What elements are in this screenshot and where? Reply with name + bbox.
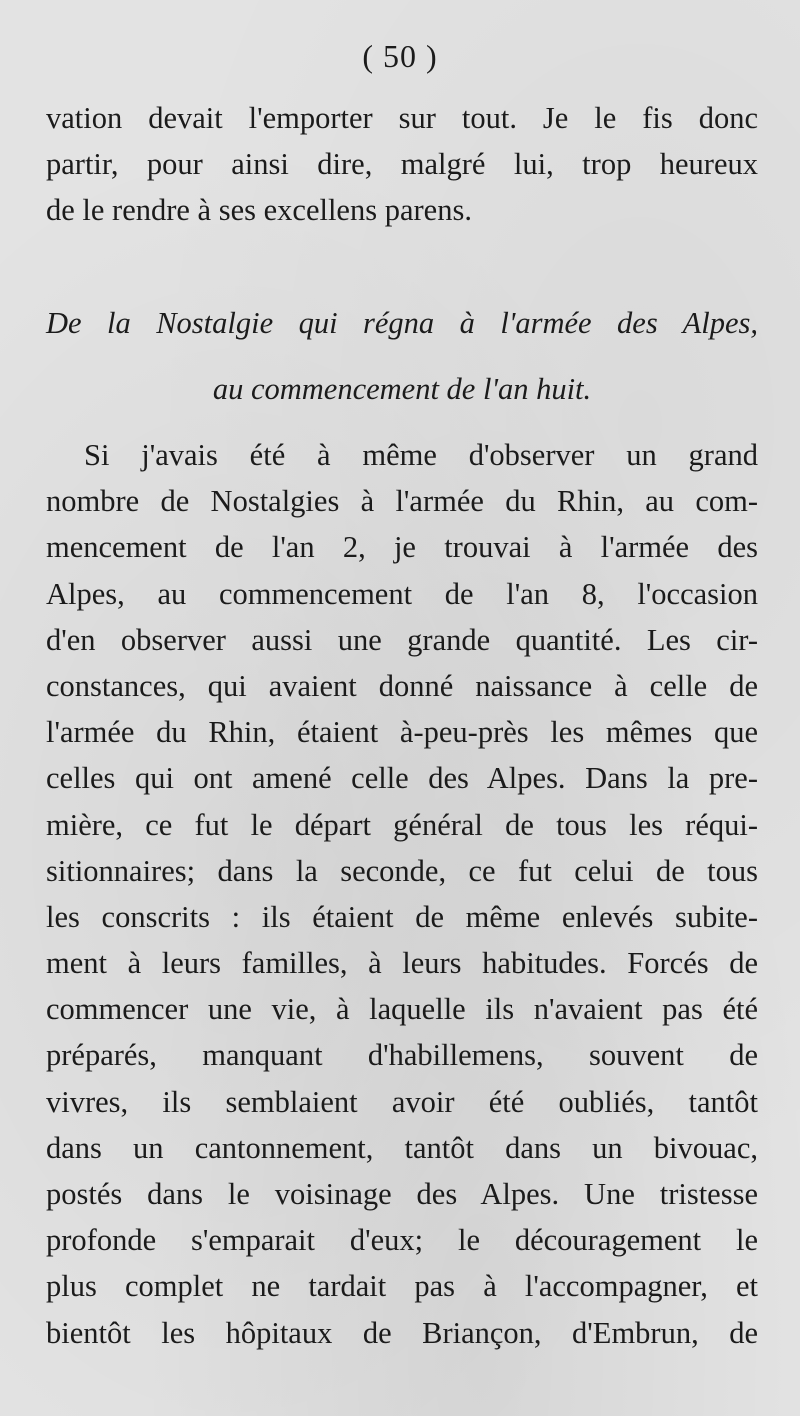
text-line: vivres, ils semblaient avoir été oubliés, tantôt <box>46 1084 758 1119</box>
text-line: vation devait l'emporter sur tout. Je le fis donc <box>46 101 758 135</box>
text-line: nombre de Nostalgies à l'armée du Rhin, au com- <box>46 484 758 519</box>
text-line: les conscrits : ils étaient de même enlevés subite- <box>46 899 758 934</box>
text-line: partir, pour ainsi dire, malgré lui, trop heureux <box>46 147 758 182</box>
text-line: commencer une vie, à laquelle ils n'avaient pas été <box>46 992 758 1027</box>
text-line: postés dans le voisinage des Alpes. Une tristesse <box>46 1177 758 1211</box>
text-line: Alpes, au commencement de l'an 8, l'occasion <box>46 576 758 611</box>
text-line: ment à leurs familles, à leurs habitudes. Forcés de <box>46 946 758 981</box>
main-paragraph <box>46 432 758 1356</box>
text-line: bientôt les hôpitaux de Briançon, d'Embrun, de <box>46 1315 758 1350</box>
text-line: d'en observer aussi une grande quantité. Les cir- <box>46 622 758 657</box>
text-line: constances, qui avaient donné naissance à celle de <box>46 668 758 703</box>
text-line: l'armée du Rhin, étaient à-peu-près les mêmes que <box>46 715 758 750</box>
page-number: ( 50 ) <box>362 38 438 74</box>
text-line: dans un cantonnement, tantôt dans un bivouac, <box>46 1130 758 1165</box>
section-heading <box>46 290 758 422</box>
text-line: mière, ce fut le départ général de tous les réqui- <box>46 807 758 842</box>
text-line: mencement de l'an 2, je trouvai à l'armée des <box>46 530 758 565</box>
text-line: profonde s'emparait d'eux; le découragement le <box>46 1223 758 1258</box>
top-paragraph <box>46 95 758 234</box>
text-line: de le rendre à ses excellens parens. <box>46 193 472 228</box>
text-line: préparés, manquant d'habillemens, souvent de <box>46 1038 758 1073</box>
text-line: Si j'avais été à même d'observer un grand <box>84 438 758 472</box>
text-line: plus complet ne tardait pas à l'accompagner, et <box>46 1269 758 1304</box>
section-heading-line-1: De la Nostalgie qui régna à l'armée des Alpes, <box>46 306 758 340</box>
text-line: celles qui ont amené celle des Alpes. Dans la pre- <box>46 761 758 796</box>
section-heading-line-2: au commencement de l'an huit. <box>212 372 592 406</box>
text-line: sitionnaires; dans la seconde, ce fut celui de tous <box>46 853 758 888</box>
